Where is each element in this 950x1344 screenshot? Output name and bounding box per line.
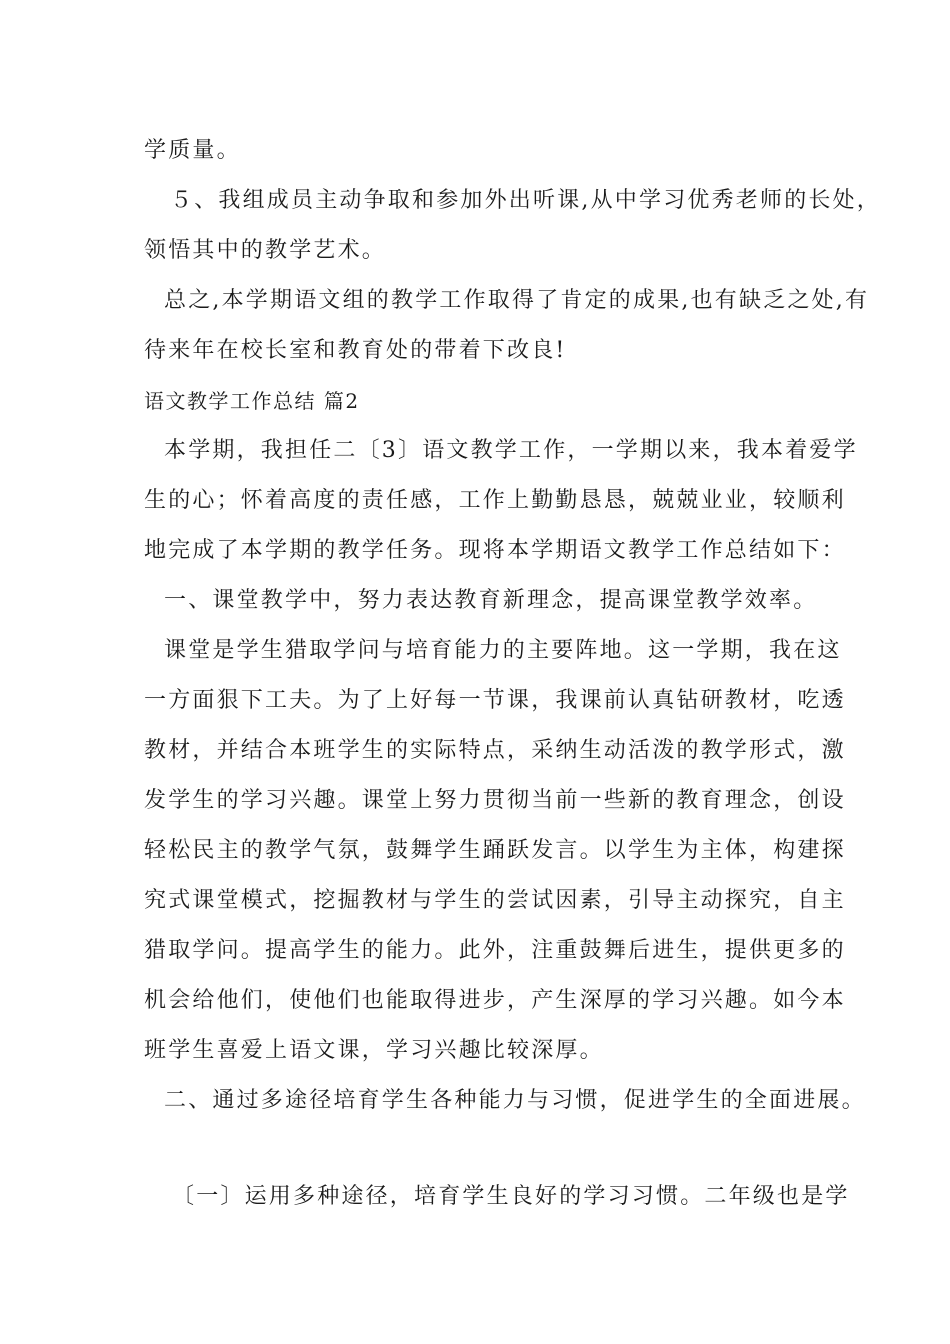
paragraph-line: 一方面狠下工夫。为了上好每一节课，我课前认真钻研教材，吃透 <box>144 688 846 713</box>
paragraph-line: 生的心；怀着高度的责任感，工作上勤勤恳恳，兢兢业业，较顺利 <box>144 488 846 513</box>
paragraph-line: 本学期，我担任二〔3〕语文教学工作，一学期以来，我本着爱学 <box>164 438 858 463</box>
section-heading: 一、课堂教学中，努力表达教育新理念，提高课堂教学效率。 <box>164 588 818 613</box>
paragraph-line: ５、我组成员主动争取和参加外出听课,从中学习优秀老师的长处， <box>170 188 881 213</box>
paragraph-line: 总之,本学期语文组的教学工作取得了肯定的成果,也有缺乏之处,有 <box>164 288 870 313</box>
paragraph-line: 猎取学问。提高学生的能力。此外，注重鼓舞后进生，提供更多的 <box>144 938 846 963</box>
paragraph-line: 发学生的学习兴趣。课堂上努力贯彻当前一些新的教育理念，创设 <box>144 788 846 813</box>
paragraph-line: 学质量。 <box>144 138 241 163</box>
paragraph-line: 班学生喜爱上语文课，学习兴趣比较深厚。 <box>144 1038 604 1063</box>
paragraph-line: 地完成了本学期的教学任务。现将本学期语文教学工作总结如下： <box>144 538 846 563</box>
paragraph-line: 待来年在校长室和教育处的带着下改良! <box>144 338 567 363</box>
paragraph-line: 〔一〕运用多种途径，培育学生良好的学习习惯。二年级也是学 <box>172 1184 850 1209</box>
paragraph-line: 机会给他们，使他们也能取得进步，产生深厚的学习兴趣。如今本 <box>144 988 846 1013</box>
paragraph-line: 轻松民主的教学气氛，鼓舞学生踊跃发言。以学生为主体，构建探 <box>144 838 846 863</box>
section-title: 语文教学工作总结 篇2 <box>144 389 360 413</box>
paragraph-line: 领悟其中的教学艺术。 <box>144 238 387 263</box>
section-heading: 二、通过多途径培育学生各种能力与习惯，促进学生的全面进展。 <box>164 1088 866 1113</box>
paragraph-line: 课堂是学生猎取学问与培育能力的主要阵地。这一学期，我在这 <box>164 638 842 663</box>
paragraph-line: 究式课堂模式，挖掘教材与学生的尝试因素，引导主动探究，自主 <box>144 888 846 913</box>
paragraph-line: 教材，并结合本班学生的实际特点，采纳生动活泼的教学形式，激 <box>144 738 846 763</box>
